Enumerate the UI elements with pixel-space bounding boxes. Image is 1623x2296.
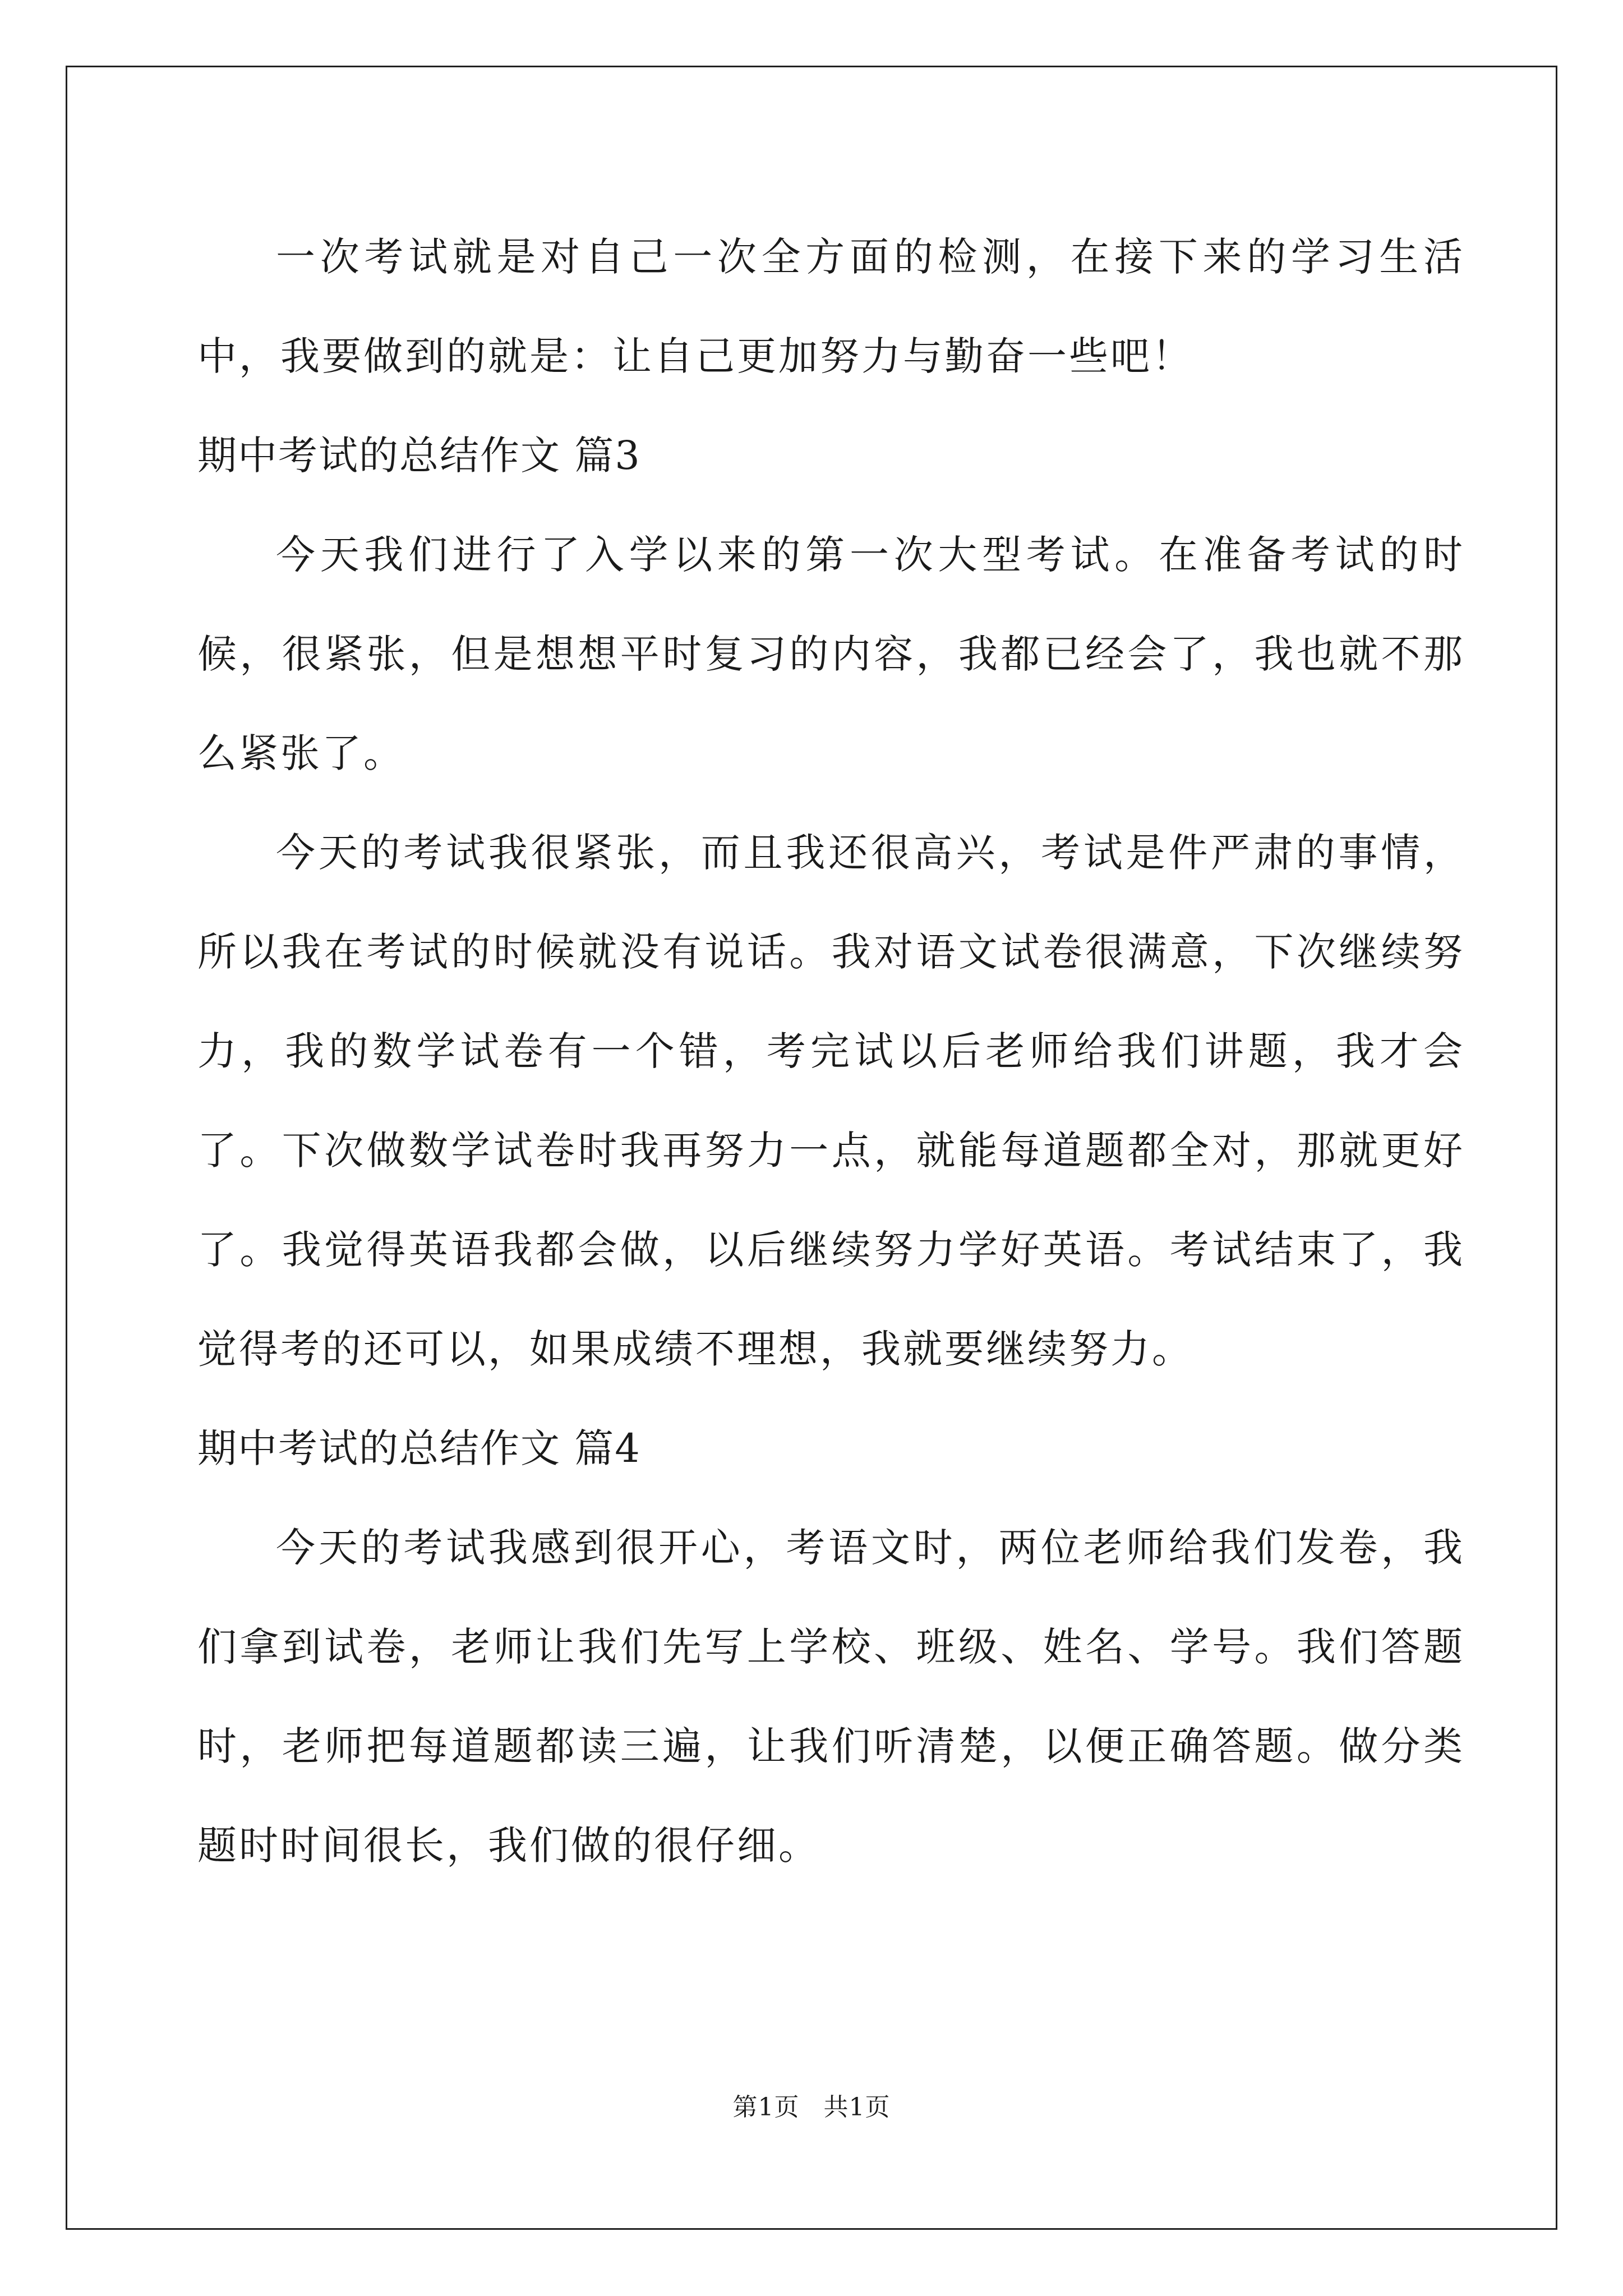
page-number: 第1页 [732,2093,800,2122]
paragraph: 今天我们进行了入学以来的第一次大型考试。在准备考试的时候，很紧张，但是想想平时复习的内容，我都已经会了，我也就不那么紧张了。 [197,532,1465,776]
section-heading: 期中考试的总结作文 篇3 [197,432,641,478]
page-total: 共1页 [823,2093,891,2122]
document-body [197,208,1465,1895]
paragraph: 一次考试就是对自己一次全方面的检测，在接下来的学习生活中，我要做到的就是：让自己更加努力与勤奋一些吧！ [197,234,1465,379]
paragraph: 今天的考试我很紧张，而且我还很高兴，考试是件严肃的事情，所以我在考试的时候就没有说话。我对语文试卷很满意，下次继续努力，我的数学试卷有一个错，考完试以后老师给我们讲题，我才会了。下次做数学试卷时我再努力一点，就能每道题都全对，那就更好了。我觉得英语我都会做，以后继续努力学好英语。考试结束了，我觉得考的还可以，如果成绩不理想，我就要继续努力。 [197,830,1465,1372]
section-heading: 期中考试的总结作文 篇4 [197,1425,641,1471]
paragraph: 今天的考试我感到很开心，考语文时，两位老师给我们发卷，我们拿到试卷，老师让我们先写上学校、班级、姓名、学号。我们答题时，老师把每道题都读三遍，让我们听清楚，以便正确答题。做分类题时时间很长，我们做的很仔细。 [197,1525,1465,1869]
page-footer [0,2091,1623,2124]
